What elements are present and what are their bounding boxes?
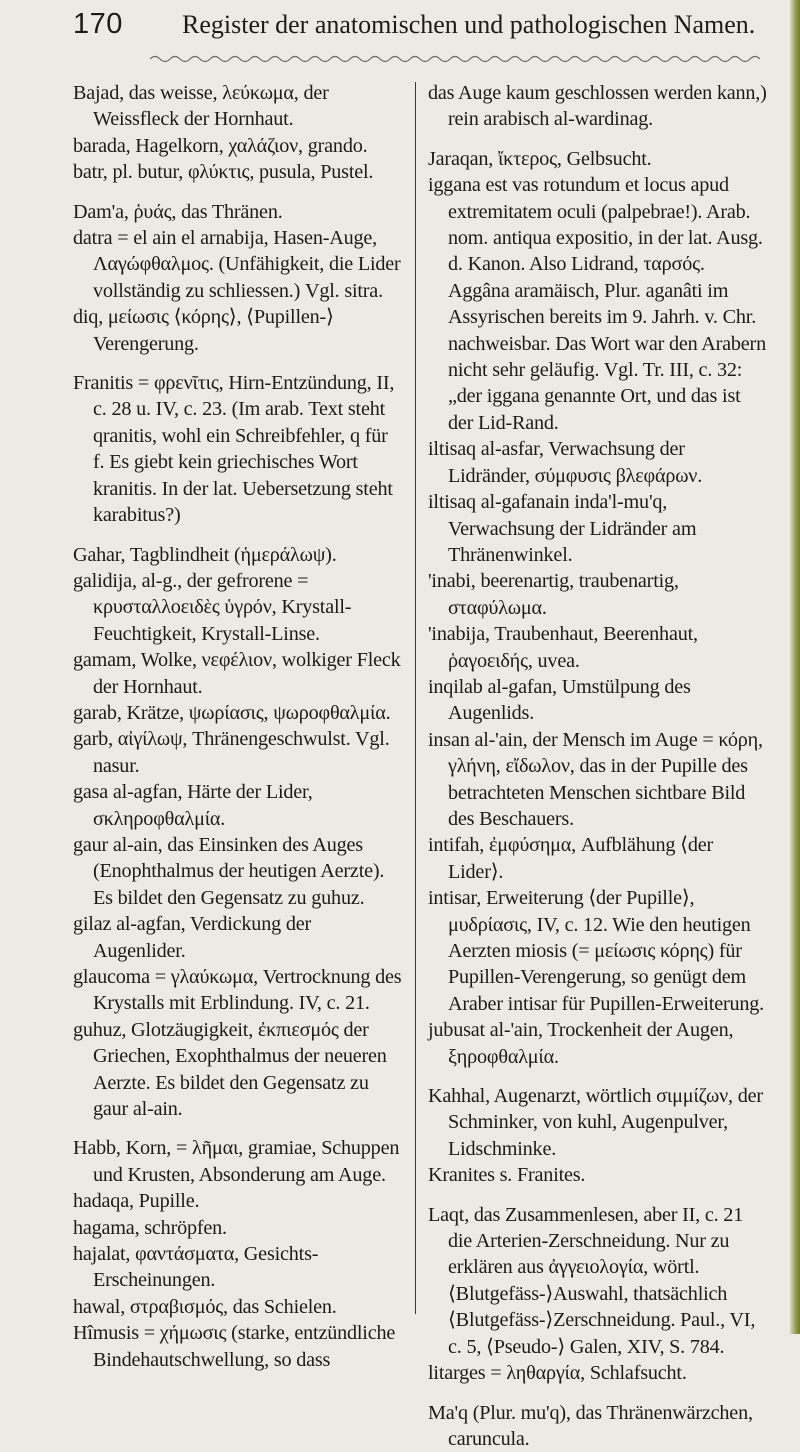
entry: iltisaq al-asfar, Verwachsung der Lidränder, σύμφυσις βλεφάρων. [428,436,768,489]
entry: iggana est vas rotundum et locus apud extremitatem oculi (palpebrae!). Arab. nom. antiqua expositio, in der lat. Ausg. d. Kanon. Also Lidrand, ταρσός. Aggâna aramäisch, Plur. aganâti im Assyrischen bereits im 9. Jahrh. v. Chr. nachweisbar. Das Wort war den Arabern nicht sehr geläufig. Vgl. Tr. III, c. 32: „der iggana genannte Ort, und das ist der Lid-Rand. [428,172,768,436]
entry: Jaraqan, ἴκτερος, Gelbsucht. [428,146,768,172]
entry: hagama, schröpfen. [73,1215,403,1241]
entry: gasa al-agfan, Härte der Lider, σκληροφθαλμία. [73,779,403,832]
entry: hajalat, φαντάσματα, Gesichts-Erscheinungen. [73,1241,403,1294]
entry: hadaqa, Pupille. [73,1188,403,1214]
entry: Kahhal, Augenarzt, wörtlich σιμμίζων, der Schminker, von kuhl, Augenpulver, Lidschminke. [428,1083,768,1162]
page-number: 170 [73,8,123,41]
entry: intifah, ἐμφύσημα, Aufblähung ⟨der Lider⟩. [428,832,768,885]
entry: Ma'q (Plur. mu'q), das Thränenwärzchen, caruncula. [428,1400,768,1452]
entry: garab, Krätze, ψωρίασις, ψωροφθαλμία. [73,700,403,726]
entry: 'inabi, beerenartig, traubenartig, σταφύλωμα. [428,568,768,621]
entry: Hîmusis = χήμωσις (starke, entzündliche Bindehautschwellung, so dass [73,1320,403,1373]
entry: batr, pl. butur, φλύκτις, pusula, Pustel. [73,159,403,185]
entry: Habb, Korn, = λῆμαι, gramiae, Schuppen und Krusten, Absonderung am Auge. [73,1135,403,1188]
running-head: Register der anatomischen und pathologischen Namen. [182,10,755,40]
entry: gamam, Wolke, νεφέλιον, wolkiger Fleck der Hornhaut. [73,647,403,700]
right-column [428,80,768,1452]
entry: 'inabija, Traubenhaut, Beerenhaut, ῥαγοειδής, uvea. [428,621,768,674]
wavy-rule-ornament [150,52,760,66]
entry: diq, μείωσις ⟨κόρης⟩, ⟨Pupillen-⟩Verengerung. [73,304,403,357]
entry: Dam'a, ῥυάς, das Thränen. [73,199,403,225]
entry: hawal, στραβισμός, das Schielen. [73,1294,403,1320]
entry: galidija, al-g., der gefrorene = κρυσταλλοειδὲς ὑγρόν, Krystall-Feuchtigkeit, Krystall-Linse. [73,568,403,647]
entry: guhuz, Glotzäugigkeit, ἐκπιεσμός der Griechen, Exophthalmus der neueren Aerzte. Es bildet den Gegensatz zu gaur al-ain. [73,1017,403,1123]
entry: datra = el ain el arnabija, Hasen-Auge, Λαγώφθαλμος. (Unfähigkeit, die Lider vollständig zu schliessen.) Vgl. sitra. [73,225,403,304]
entry: iltisaq al-gafanain inda'l-mu'q, Verwachsung der Lidränder am Thränenwinkel. [428,489,768,568]
entry: Laqt, das Zusammenlesen, aber II, c. 21 die Arterien-Zerschneidung. Nur zu erklären aus ἀγγειολογία, wörtl. ⟨Blutgefäss-⟩Auswahl, thatsächlich ⟨Blutgefäss-⟩Zerschneidung. Paul., VI, c. 5, ⟨Pseudo-⟩ Galen, XIV, S. 784. [428,1202,768,1360]
entry: Kranites s. Franites. [428,1162,768,1188]
column-divider [415,82,416,1314]
entry: glaucoma = γλαύκωμα, Vertrocknung des Krystalls mit Erblindung. IV, c. 21. [73,964,403,1017]
entry: das Auge kaum geschlossen werden kann,) rein arabisch al-wardinag. [428,80,768,133]
entry: Gahar, Tagblindheit (ἡμεράλωψ). [73,542,403,568]
entry: Franitis = φρενῖτις, Hirn-Entzündung, II, c. 28 u. IV, c. 23. (Im arab. Text steht qranitis, wohl ein Schreibfehler, q für f. Es giebt kein griechisches Wort kranitis. In der lat. Uebersetzung steht karabitus?) [73,370,403,528]
entry: garb, αἰγίλωψ, Thränengeschwulst. Vgl. nasur. [73,726,403,779]
entry: gilaz al-agfan, Verdickung der Augenlider. [73,911,403,964]
entry: gaur al-ain, das Einsinken des Auges (Enophthalmus der heutigen Aerzte). Es bildet den Gegensatz zu guhuz. [73,832,403,911]
entry: litarges = ληθαργία, Schlafsucht. [428,1360,768,1386]
entry: Bajad, das weisse, λεύκωμα, der Weissfleck der Hornhaut. [73,80,403,133]
left-column [73,80,403,1373]
entry: barada, Hagelkorn, χαλάζιον, grando. [73,133,403,159]
entry: inqilab al-gafan, Umstülpung des Augenlids. [428,674,768,727]
page-edge-strip [790,0,800,1334]
entry: intisar, Erweiterung ⟨der Pupille⟩, μυδρίασις, IV, c. 12. Wie den heutigen Aerzten miosis (= μείωσις κόρης) für Pupillen-Verengerung, so genügt dem Araber intisar für Pupillen-Erweiterung. [428,885,768,1017]
entry: insan al-'ain, der Mensch im Auge = κόρη, γλήνη, εἴδωλον, das in der Pupille des betrachteten Menschen sichtbare Bild des Beschauers. [428,727,768,833]
entry: jubusat al-'ain, Trockenheit der Augen, ξηροφθαλμία. [428,1017,768,1070]
